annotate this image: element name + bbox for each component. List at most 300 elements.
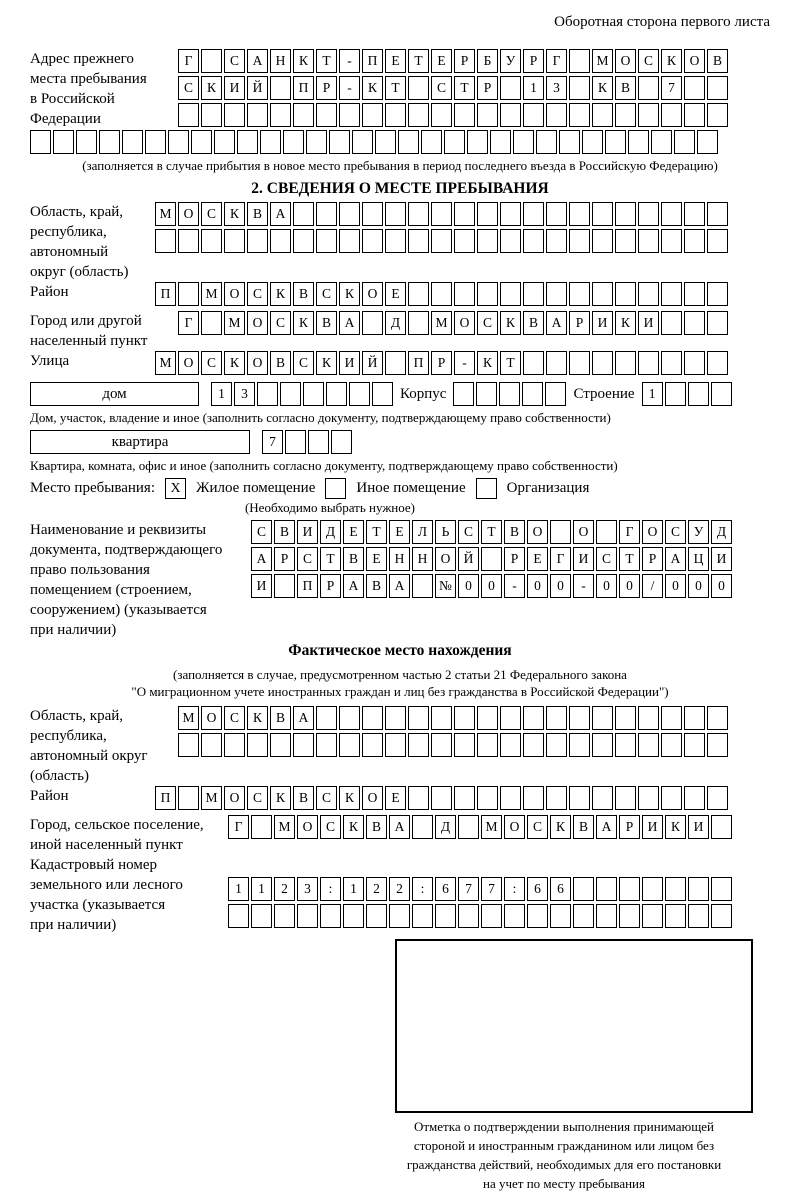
char-cell[interactable]: Р: [316, 76, 337, 100]
char-cell[interactable]: К: [316, 351, 337, 375]
char-cell[interactable]: [362, 706, 383, 730]
char-cell[interactable]: Т: [385, 76, 406, 100]
char-cell[interactable]: [408, 76, 429, 100]
char-cell[interactable]: [569, 282, 590, 306]
char-cell[interactable]: В: [504, 520, 525, 544]
char-cell[interactable]: С: [201, 202, 222, 226]
char-cell[interactable]: [596, 877, 617, 901]
char-cell[interactable]: :: [320, 877, 341, 901]
char-cell[interactable]: Л: [412, 520, 433, 544]
char-cell[interactable]: [454, 282, 475, 306]
char-cell[interactable]: -: [504, 574, 525, 598]
char-cell[interactable]: [297, 904, 318, 928]
char-cell[interactable]: [454, 202, 475, 226]
char-cell[interactable]: Р: [274, 547, 295, 571]
char-cell[interactable]: В: [366, 815, 387, 839]
char-cell[interactable]: Й: [458, 547, 479, 571]
char-cell[interactable]: 1: [343, 877, 364, 901]
char-cell[interactable]: К: [339, 282, 360, 306]
char-cell[interactable]: О: [435, 547, 456, 571]
char-cell[interactable]: [592, 733, 613, 757]
char-cell[interactable]: Д: [385, 311, 406, 335]
char-cell[interactable]: П: [155, 786, 176, 810]
char-cell[interactable]: [280, 382, 301, 406]
char-cell[interactable]: [408, 311, 429, 335]
char-cell[interactable]: [454, 706, 475, 730]
char-cell[interactable]: [316, 229, 337, 253]
char-cell[interactable]: [431, 733, 452, 757]
char-cell[interactable]: [339, 229, 360, 253]
char-cell[interactable]: С: [297, 547, 318, 571]
char-cell[interactable]: [306, 130, 327, 154]
char-cell[interactable]: В: [316, 311, 337, 335]
char-cell[interactable]: [178, 103, 199, 127]
char-cell[interactable]: [546, 103, 567, 127]
char-cell[interactable]: [711, 877, 732, 901]
char-cell[interactable]: 0: [458, 574, 479, 598]
char-cell[interactable]: В: [293, 786, 314, 810]
char-cell[interactable]: [569, 76, 590, 100]
char-cell[interactable]: П: [362, 49, 383, 73]
char-cell[interactable]: В: [366, 574, 387, 598]
char-cell[interactable]: [458, 815, 479, 839]
char-cell[interactable]: [201, 229, 222, 253]
char-cell[interactable]: [458, 904, 479, 928]
char-cell[interactable]: О: [178, 351, 199, 375]
char-cell[interactable]: 0: [596, 574, 617, 598]
char-cell[interactable]: Е: [385, 786, 406, 810]
char-cell[interactable]: 1: [211, 382, 232, 406]
char-cell[interactable]: [389, 904, 410, 928]
char-cell[interactable]: Р: [504, 547, 525, 571]
char-cell[interactable]: [500, 103, 521, 127]
char-cell[interactable]: [385, 103, 406, 127]
char-cell[interactable]: [214, 130, 235, 154]
char-cell[interactable]: С: [316, 786, 337, 810]
char-cell[interactable]: [605, 130, 626, 154]
char-cell[interactable]: [592, 103, 613, 127]
char-cell[interactable]: Т: [366, 520, 387, 544]
char-cell[interactable]: [665, 904, 686, 928]
char-cell[interactable]: В: [247, 202, 268, 226]
char-cell[interactable]: [523, 202, 544, 226]
char-cell[interactable]: [454, 733, 475, 757]
char-cell[interactable]: [711, 904, 732, 928]
char-cell[interactable]: [145, 130, 166, 154]
checkbox-organization[interactable]: [476, 478, 497, 499]
char-cell[interactable]: [513, 130, 534, 154]
char-cell[interactable]: [435, 904, 456, 928]
char-cell[interactable]: [546, 229, 567, 253]
char-cell[interactable]: [500, 76, 521, 100]
char-cell[interactable]: П: [155, 282, 176, 306]
char-cell[interactable]: [569, 351, 590, 375]
char-cell[interactable]: [339, 103, 360, 127]
char-cell[interactable]: Г: [619, 520, 640, 544]
char-cell[interactable]: М: [178, 706, 199, 730]
char-cell[interactable]: Т: [619, 547, 640, 571]
char-cell[interactable]: [500, 202, 521, 226]
char-cell[interactable]: [477, 706, 498, 730]
char-cell[interactable]: Е: [385, 282, 406, 306]
char-cell[interactable]: [454, 103, 475, 127]
char-cell[interactable]: [99, 130, 120, 154]
char-cell[interactable]: [178, 733, 199, 757]
char-cell[interactable]: Р: [619, 815, 640, 839]
char-cell[interactable]: [527, 904, 548, 928]
char-cell[interactable]: 7: [262, 430, 283, 454]
char-cell[interactable]: О: [573, 520, 594, 544]
char-cell[interactable]: С: [247, 786, 268, 810]
char-cell[interactable]: [308, 430, 329, 454]
char-cell[interactable]: [688, 877, 709, 901]
char-cell[interactable]: П: [293, 76, 314, 100]
char-cell[interactable]: [615, 282, 636, 306]
char-cell[interactable]: [260, 130, 281, 154]
char-cell[interactable]: [477, 786, 498, 810]
char-cell[interactable]: [201, 733, 222, 757]
char-cell[interactable]: О: [527, 520, 548, 544]
char-cell[interactable]: [569, 733, 590, 757]
char-cell[interactable]: [665, 877, 686, 901]
char-cell[interactable]: М: [481, 815, 502, 839]
char-cell[interactable]: -: [454, 351, 475, 375]
char-cell[interactable]: [408, 282, 429, 306]
char-cell[interactable]: 1: [523, 76, 544, 100]
char-cell[interactable]: [642, 904, 663, 928]
char-cell[interactable]: [596, 520, 617, 544]
char-cell[interactable]: :: [412, 877, 433, 901]
char-cell[interactable]: К: [224, 351, 245, 375]
char-cell[interactable]: [431, 229, 452, 253]
char-cell[interactable]: [191, 130, 212, 154]
char-cell[interactable]: [684, 229, 705, 253]
char-cell[interactable]: К: [665, 815, 686, 839]
char-cell[interactable]: О: [178, 202, 199, 226]
char-cell[interactable]: [481, 904, 502, 928]
char-cell[interactable]: [582, 130, 603, 154]
char-cell[interactable]: К: [661, 49, 682, 73]
char-cell[interactable]: [476, 382, 497, 406]
char-cell[interactable]: [619, 904, 640, 928]
char-cell[interactable]: 6: [527, 877, 548, 901]
char-cell[interactable]: [688, 382, 709, 406]
char-cell[interactable]: И: [297, 520, 318, 544]
char-cell[interactable]: К: [615, 311, 636, 335]
char-cell[interactable]: О: [684, 49, 705, 73]
char-cell[interactable]: 6: [550, 877, 571, 901]
char-cell[interactable]: [293, 103, 314, 127]
char-cell[interactable]: [375, 130, 396, 154]
char-cell[interactable]: [546, 786, 567, 810]
char-cell[interactable]: [569, 103, 590, 127]
char-cell[interactable]: Е: [366, 547, 387, 571]
char-cell[interactable]: [642, 877, 663, 901]
char-cell[interactable]: А: [270, 202, 291, 226]
char-cell[interactable]: [684, 786, 705, 810]
char-cell[interactable]: [454, 786, 475, 810]
char-cell[interactable]: [431, 103, 452, 127]
char-cell[interactable]: С: [251, 520, 272, 544]
char-cell[interactable]: [546, 706, 567, 730]
char-cell[interactable]: Т: [408, 49, 429, 73]
char-cell[interactable]: :: [504, 877, 525, 901]
char-cell[interactable]: [661, 202, 682, 226]
char-cell[interactable]: [339, 706, 360, 730]
char-cell[interactable]: В: [270, 706, 291, 730]
char-cell[interactable]: [651, 130, 672, 154]
char-cell[interactable]: П: [297, 574, 318, 598]
char-cell[interactable]: [569, 202, 590, 226]
char-cell[interactable]: [661, 229, 682, 253]
char-cell[interactable]: С: [638, 49, 659, 73]
char-cell[interactable]: [707, 202, 728, 226]
char-cell[interactable]: [408, 706, 429, 730]
char-cell[interactable]: [684, 76, 705, 100]
char-cell[interactable]: [661, 733, 682, 757]
char-cell[interactable]: [550, 904, 571, 928]
char-cell[interactable]: [707, 311, 728, 335]
char-cell[interactable]: [573, 877, 594, 901]
char-cell[interactable]: [684, 311, 705, 335]
char-cell[interactable]: [711, 815, 732, 839]
char-cell[interactable]: [352, 130, 373, 154]
char-cell[interactable]: [684, 103, 705, 127]
char-cell[interactable]: [615, 786, 636, 810]
char-cell[interactable]: [661, 351, 682, 375]
char-cell[interactable]: [500, 282, 521, 306]
char-cell[interactable]: Т: [454, 76, 475, 100]
char-cell[interactable]: О: [247, 311, 268, 335]
char-cell[interactable]: К: [550, 815, 571, 839]
char-cell[interactable]: 7: [661, 76, 682, 100]
char-cell[interactable]: [412, 904, 433, 928]
char-cell[interactable]: [711, 382, 732, 406]
char-cell[interactable]: [523, 786, 544, 810]
char-cell[interactable]: [592, 229, 613, 253]
char-cell[interactable]: А: [596, 815, 617, 839]
char-cell[interactable]: О: [224, 282, 245, 306]
char-cell[interactable]: [274, 574, 295, 598]
char-cell[interactable]: [638, 229, 659, 253]
char-cell[interactable]: 1: [228, 877, 249, 901]
char-cell[interactable]: [592, 351, 613, 375]
char-cell[interactable]: 0: [527, 574, 548, 598]
char-cell[interactable]: [285, 430, 306, 454]
char-cell[interactable]: [293, 229, 314, 253]
char-cell[interactable]: [283, 130, 304, 154]
char-cell[interactable]: [559, 130, 580, 154]
char-cell[interactable]: Г: [178, 311, 199, 335]
char-cell[interactable]: [76, 130, 97, 154]
char-cell[interactable]: [201, 311, 222, 335]
char-cell[interactable]: С: [477, 311, 498, 335]
char-cell[interactable]: О: [247, 351, 268, 375]
char-cell[interactable]: Ц: [688, 547, 709, 571]
char-cell[interactable]: [523, 733, 544, 757]
char-cell[interactable]: [431, 202, 452, 226]
char-cell[interactable]: [274, 904, 295, 928]
char-cell[interactable]: [168, 130, 189, 154]
char-cell[interactable]: 6: [435, 877, 456, 901]
char-cell[interactable]: М: [155, 351, 176, 375]
char-cell[interactable]: [546, 202, 567, 226]
char-cell[interactable]: [343, 904, 364, 928]
char-cell[interactable]: И: [711, 547, 732, 571]
char-cell[interactable]: [596, 904, 617, 928]
char-cell[interactable]: [661, 103, 682, 127]
char-cell[interactable]: В: [573, 815, 594, 839]
char-cell[interactable]: [224, 733, 245, 757]
char-cell[interactable]: [349, 382, 370, 406]
char-cell[interactable]: [523, 351, 544, 375]
char-cell[interactable]: [615, 351, 636, 375]
char-cell[interactable]: Е: [343, 520, 364, 544]
char-cell[interactable]: 1: [642, 382, 663, 406]
char-cell[interactable]: С: [665, 520, 686, 544]
char-cell[interactable]: И: [688, 815, 709, 839]
char-cell[interactable]: И: [638, 311, 659, 335]
char-cell[interactable]: А: [247, 49, 268, 73]
char-cell[interactable]: Т: [320, 547, 341, 571]
char-cell[interactable]: [661, 282, 682, 306]
char-cell[interactable]: 2: [389, 877, 410, 901]
char-cell[interactable]: [178, 282, 199, 306]
char-cell[interactable]: Р: [454, 49, 475, 73]
char-cell[interactable]: [270, 103, 291, 127]
char-cell[interactable]: [665, 382, 686, 406]
char-cell[interactable]: [477, 103, 498, 127]
char-cell[interactable]: [674, 130, 695, 154]
char-cell[interactable]: [270, 733, 291, 757]
char-cell[interactable]: [320, 904, 341, 928]
char-cell[interactable]: [638, 202, 659, 226]
char-cell[interactable]: [247, 229, 268, 253]
char-cell[interactable]: [408, 103, 429, 127]
char-cell[interactable]: Н: [412, 547, 433, 571]
char-cell[interactable]: Г: [546, 49, 567, 73]
char-cell[interactable]: 1: [251, 877, 272, 901]
char-cell[interactable]: [592, 202, 613, 226]
char-cell[interactable]: К: [270, 282, 291, 306]
char-cell[interactable]: /: [642, 574, 663, 598]
char-cell[interactable]: [615, 706, 636, 730]
char-cell[interactable]: [224, 229, 245, 253]
char-cell[interactable]: [237, 130, 258, 154]
char-cell[interactable]: А: [251, 547, 272, 571]
char-cell[interactable]: [477, 733, 498, 757]
char-cell[interactable]: И: [224, 76, 245, 100]
char-cell[interactable]: И: [251, 574, 272, 598]
char-cell[interactable]: [362, 103, 383, 127]
char-cell[interactable]: [569, 786, 590, 810]
char-cell[interactable]: [536, 130, 557, 154]
char-cell[interactable]: Р: [642, 547, 663, 571]
char-cell[interactable]: [619, 877, 640, 901]
char-cell[interactable]: [499, 382, 520, 406]
char-cell[interactable]: К: [270, 786, 291, 810]
char-cell[interactable]: [661, 786, 682, 810]
char-cell[interactable]: А: [389, 574, 410, 598]
char-cell[interactable]: 0: [688, 574, 709, 598]
char-cell[interactable]: [592, 706, 613, 730]
char-cell[interactable]: М: [155, 202, 176, 226]
char-cell[interactable]: -: [339, 49, 360, 73]
char-cell[interactable]: М: [201, 786, 222, 810]
char-cell[interactable]: М: [201, 282, 222, 306]
char-cell[interactable]: О: [362, 282, 383, 306]
char-cell[interactable]: [201, 103, 222, 127]
char-cell[interactable]: С: [316, 282, 337, 306]
char-cell[interactable]: К: [343, 815, 364, 839]
char-cell[interactable]: [326, 382, 347, 406]
char-cell[interactable]: Д: [435, 815, 456, 839]
char-cell[interactable]: [408, 786, 429, 810]
char-cell[interactable]: [546, 733, 567, 757]
char-cell[interactable]: [500, 733, 521, 757]
char-cell[interactable]: Т: [481, 520, 502, 544]
char-cell[interactable]: [293, 202, 314, 226]
char-cell[interactable]: О: [642, 520, 663, 544]
char-cell[interactable]: [569, 49, 590, 73]
char-cell[interactable]: О: [362, 786, 383, 810]
char-cell[interactable]: Б: [477, 49, 498, 73]
char-cell[interactable]: О: [297, 815, 318, 839]
char-cell[interactable]: [615, 103, 636, 127]
char-cell[interactable]: У: [500, 49, 521, 73]
char-cell[interactable]: К: [339, 786, 360, 810]
char-cell[interactable]: [638, 282, 659, 306]
char-cell[interactable]: [592, 282, 613, 306]
char-cell[interactable]: [477, 282, 498, 306]
char-cell[interactable]: [431, 282, 452, 306]
char-cell[interactable]: [638, 76, 659, 100]
char-cell[interactable]: Д: [320, 520, 341, 544]
char-cell[interactable]: Е: [389, 520, 410, 544]
char-cell[interactable]: [638, 351, 659, 375]
char-cell[interactable]: [155, 229, 176, 253]
char-cell[interactable]: С: [247, 282, 268, 306]
char-cell[interactable]: [546, 282, 567, 306]
char-cell[interactable]: [628, 130, 649, 154]
char-cell[interactable]: [251, 815, 272, 839]
char-cell[interactable]: [385, 351, 406, 375]
char-cell[interactable]: [661, 311, 682, 335]
char-cell[interactable]: К: [293, 49, 314, 73]
char-cell[interactable]: А: [343, 574, 364, 598]
char-cell[interactable]: [178, 786, 199, 810]
char-cell[interactable]: У: [688, 520, 709, 544]
char-cell[interactable]: П: [408, 351, 429, 375]
char-cell[interactable]: [385, 229, 406, 253]
char-cell[interactable]: [412, 574, 433, 598]
char-cell[interactable]: Д: [711, 520, 732, 544]
char-cell[interactable]: О: [201, 706, 222, 730]
char-cell[interactable]: [444, 130, 465, 154]
char-cell[interactable]: [431, 786, 452, 810]
char-cell[interactable]: Ь: [435, 520, 456, 544]
char-cell[interactable]: Р: [523, 49, 544, 73]
char-cell[interactable]: Г: [228, 815, 249, 839]
char-cell[interactable]: [362, 733, 383, 757]
char-cell[interactable]: Т: [500, 351, 521, 375]
char-cell[interactable]: [398, 130, 419, 154]
char-cell[interactable]: М: [431, 311, 452, 335]
checkbox-other-premises[interactable]: [325, 478, 346, 499]
char-cell[interactable]: В: [274, 520, 295, 544]
char-cell[interactable]: 0: [665, 574, 686, 598]
char-cell[interactable]: В: [343, 547, 364, 571]
